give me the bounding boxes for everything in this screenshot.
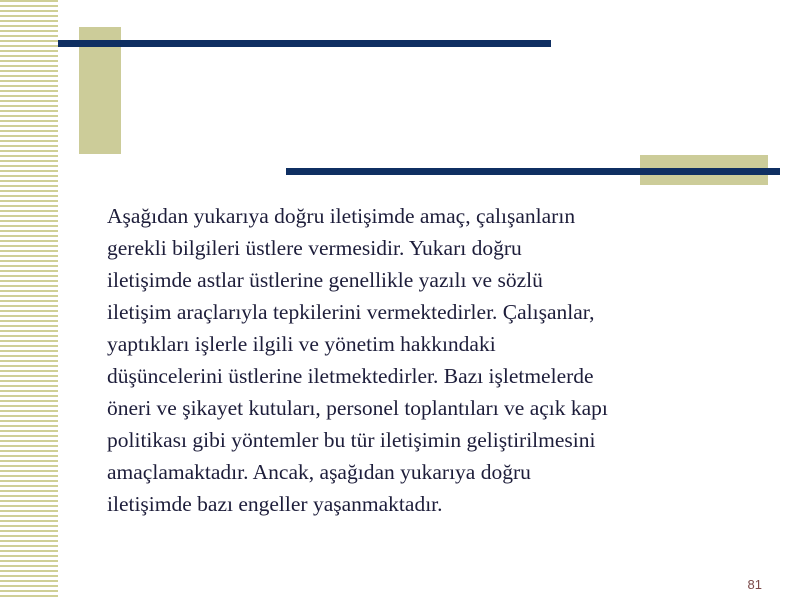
decorative-stripes [0, 0, 58, 600]
slide-page-number: 81 [747, 577, 762, 592]
decorative-navy-line-top [58, 40, 551, 47]
slide-body-text: Aşağıdan yukarıya doğru iletişimde amaç, çalışanların gerekli bilgileri üstlere vermesidir. Yukarı doğru iletişimde astlar üstlerine genellikle yazılı ve sözlü iletişim araçlarıyla tepkilerini vermektedirler. Çalışanlar, yaptıkları işlerle ilgili ve yönetim hakkındaki düşüncelerini üstlerine iletmektedirler. Bazı işletmelerde öneri ve şikayet kutuları, personel toplantıları ve açık kapı politikası gibi yöntemler bu tür iletişimin geliştirilmesini amaçlamaktadır. Ancak, aşağıdan yukarıya doğru iletişimde bazı engeller yaşanmaktadır. [107, 204, 608, 516]
decorative-navy-line-middle [286, 168, 780, 175]
